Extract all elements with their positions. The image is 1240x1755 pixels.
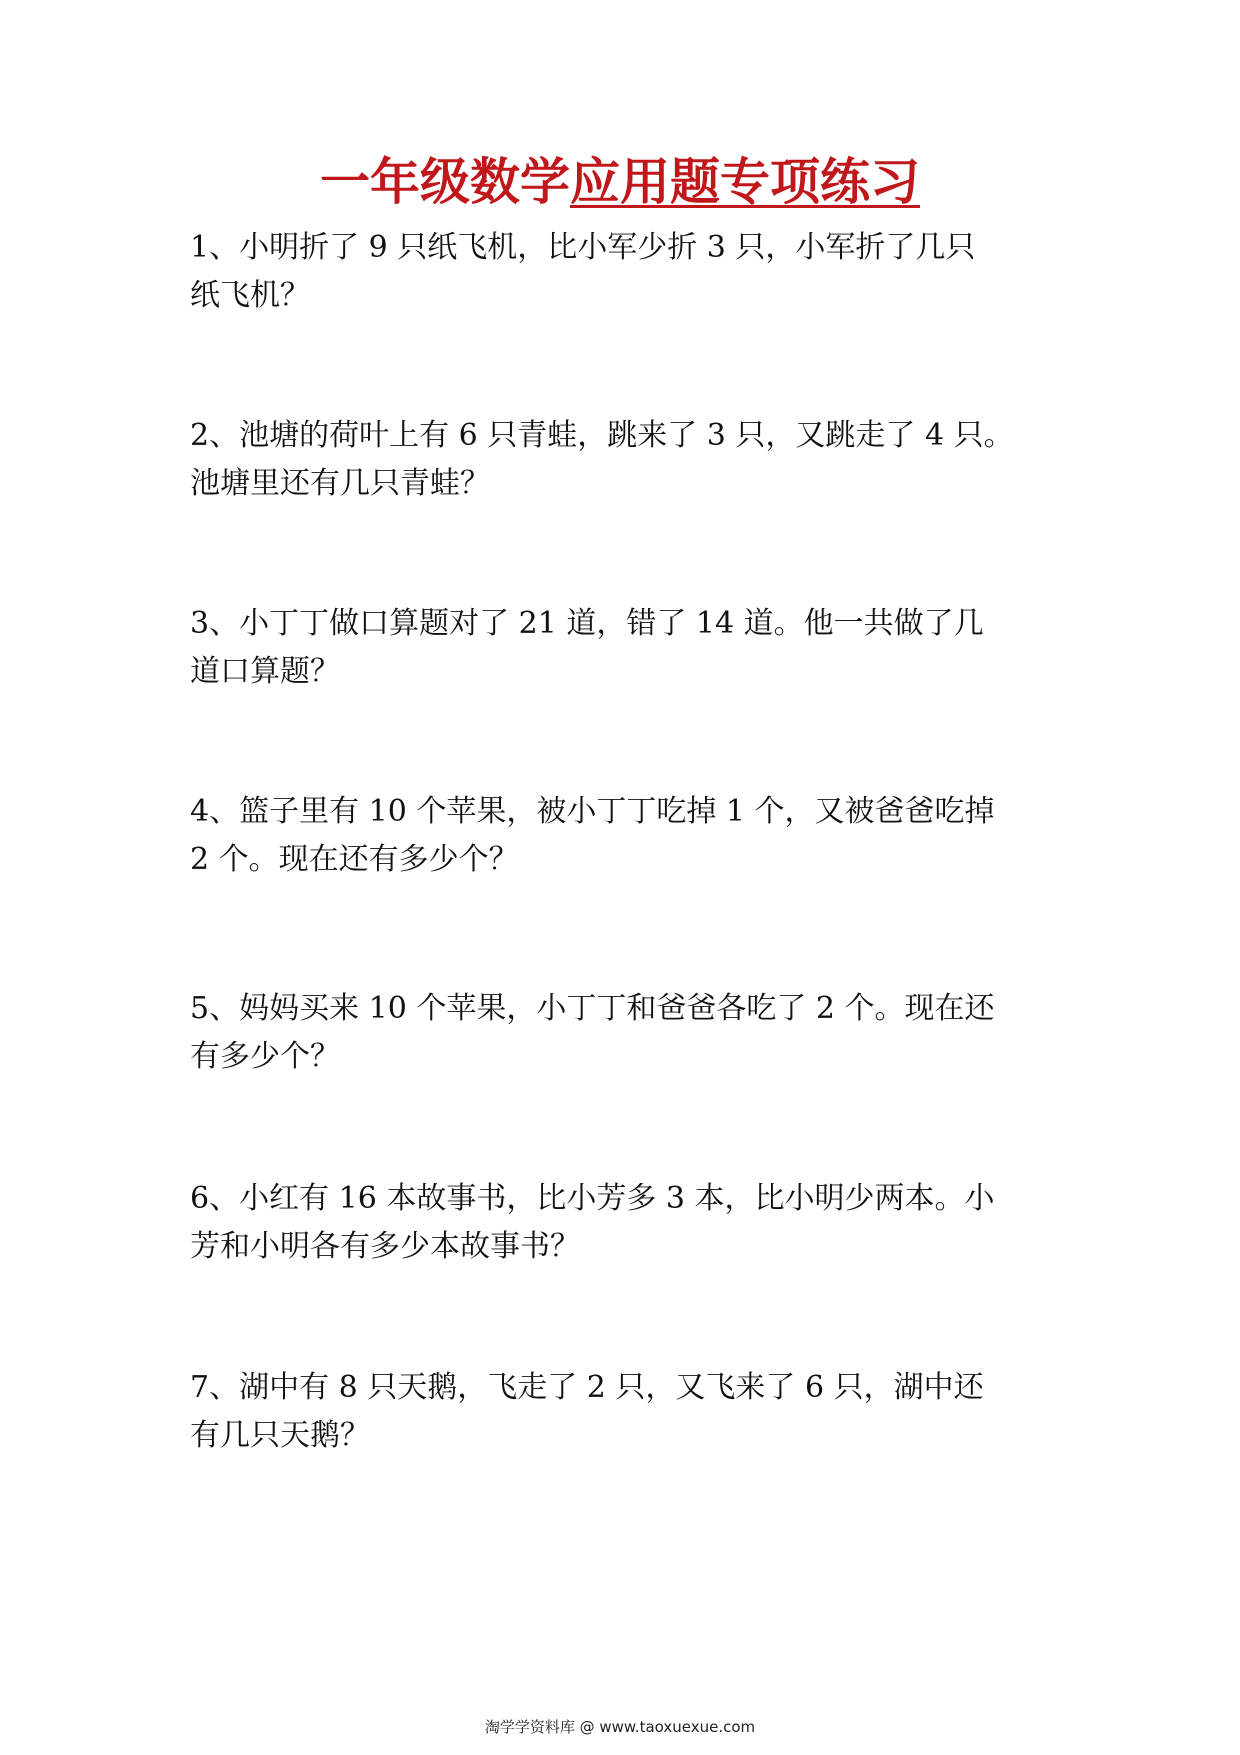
question-line: 有几只天鹅？ [190,1418,370,1453]
question-line: 池塘里还有几只青蛙？ [190,466,490,501]
question-1 [190,224,1060,320]
question-line: 2、池塘的荷叶上有 6 只青蛙，跳来了 3 只，又跳走了 4 只。 [190,418,1014,453]
question-line: 纸飞机？ [190,278,310,313]
page-title [0,150,1240,214]
question-line: 4、篮子里有 10 个苹果，被小丁丁吃掉 1 个，又被爸爸吃掉 [190,794,995,829]
question-6 [190,1175,1060,1271]
footer-source: 淘学学资料库 @ www.taoxuexue.com [484,1718,756,1736]
question-7 [190,1364,1060,1460]
title-part-topic: 应用题专项练习 [570,153,920,211]
title-part-grade: 一年级数学 [320,153,570,211]
question-line: 道口算题？ [190,654,340,689]
question-line: 有多少个？ [190,1039,340,1074]
question-line: 2 个。现在还有多少个？ [190,842,519,877]
question-line: 7、湖中有 8 只天鹅，飞走了 2 只，又飞来了 6 只，湖中还 [190,1370,984,1405]
question-5 [190,985,1060,1081]
question-line: 1、小明折了 9 只纸飞机，比小军少折 3 只，小军折了几只 [190,230,976,265]
question-line: 6、小红有 16 本故事书，比小芳多 3 本，比小明少两本。小 [190,1181,995,1216]
question-3 [190,600,1060,696]
question-2 [190,412,1060,508]
question-line: 3、小丁丁做口算题对了 21 道，错了 14 道。他一共做了几 [190,606,984,641]
question-line: 芳和小明各有多少本故事书？ [190,1229,580,1264]
question-line: 5、妈妈买来 10 个苹果，小丁丁和爸爸各吃了 2 个。现在还 [190,991,995,1026]
question-4 [190,788,1060,884]
